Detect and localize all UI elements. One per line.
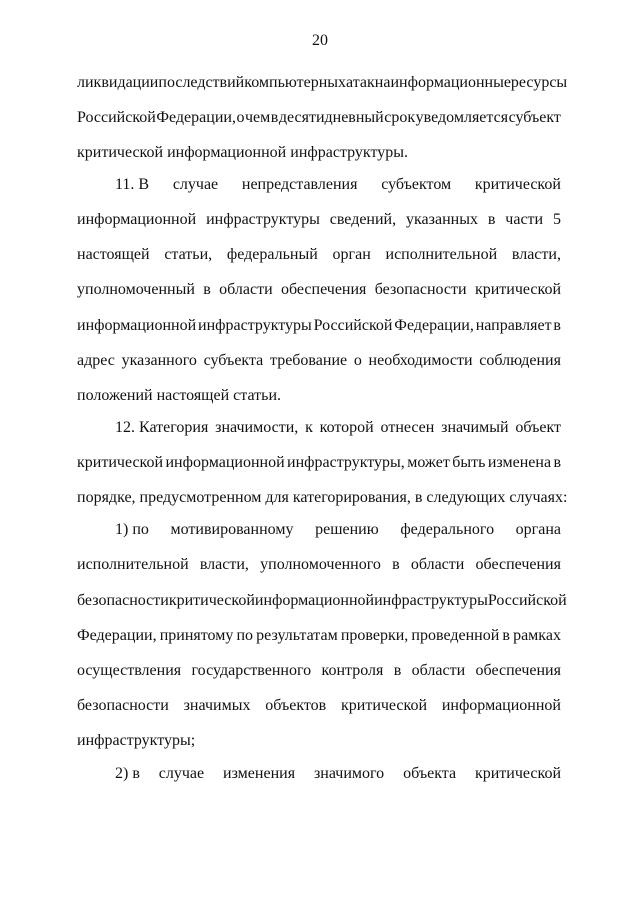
text-line xyxy=(115,519,561,541)
text-word: исполнительной xyxy=(77,556,189,573)
text-word: десятидневный xyxy=(278,109,384,126)
text-word: Федерации, xyxy=(394,317,474,334)
text-word: инфраструктуры xyxy=(206,211,320,228)
text-word: критической xyxy=(77,144,164,161)
text-word: инфраструктуры, xyxy=(287,454,405,471)
text-word: в xyxy=(270,109,279,126)
text-line xyxy=(77,72,568,94)
text-word: компьютерных xyxy=(244,74,347,91)
text-word: к xyxy=(305,419,313,436)
text-word: Федерации, xyxy=(77,627,157,644)
text-line xyxy=(77,452,561,474)
text-word: информационные xyxy=(390,74,511,91)
text-word: безопасности xyxy=(77,697,169,714)
text-word: указанных xyxy=(406,211,478,228)
text-word: области xyxy=(410,556,465,573)
text-word: орган xyxy=(332,246,371,263)
text-word: инфраструктуры. xyxy=(290,144,409,161)
text-line xyxy=(77,279,561,301)
text-word: настоящей xyxy=(156,387,230,404)
text-word: для xyxy=(265,489,289,506)
text-word: критической xyxy=(340,697,428,714)
text-word: мотивированному xyxy=(170,521,294,538)
text-word: субъектом xyxy=(381,176,452,193)
text-word: в xyxy=(203,281,211,298)
text-word: в xyxy=(553,454,561,471)
text-word: обеспечения xyxy=(280,281,367,298)
text-line xyxy=(77,554,561,576)
text-word: Российской xyxy=(77,109,156,126)
text-word: чем xyxy=(244,109,271,126)
text-word: инфраструктуры xyxy=(374,592,488,609)
text-word: значимый xyxy=(441,419,509,436)
text-word: статьи, xyxy=(164,246,213,263)
text-word: безопасности xyxy=(77,592,169,609)
text-word: случае xyxy=(172,176,219,193)
text-word: уполномоченный xyxy=(77,281,195,298)
text-word: субъекта xyxy=(203,352,264,369)
text-word: о xyxy=(353,352,362,369)
text-word: информационной xyxy=(165,454,285,471)
text-word: атак xyxy=(346,74,375,91)
text-word: в xyxy=(553,317,561,334)
text-word: по xyxy=(236,627,254,644)
text-word: в xyxy=(502,627,510,644)
text-word: решению xyxy=(315,521,379,538)
text-line xyxy=(77,695,561,717)
text-word: 1) по xyxy=(115,521,149,538)
text-word: статьи. xyxy=(233,387,281,404)
text-word: федеральный xyxy=(226,246,318,263)
text-line xyxy=(77,487,568,509)
text-word: следующих xyxy=(426,489,506,506)
text-word: изменена xyxy=(487,454,552,471)
text-word: субъект xyxy=(508,109,561,126)
text-word: в xyxy=(487,211,496,228)
text-word: требование xyxy=(270,352,348,369)
text-word: обеспечения xyxy=(475,556,561,573)
text-word: объектов xyxy=(265,697,327,714)
text-word: информационной xyxy=(77,317,197,334)
text-word: категорирования, xyxy=(292,489,411,506)
text-word: критической xyxy=(77,454,164,471)
text-word: критической xyxy=(474,176,561,193)
text-word: быть xyxy=(452,454,486,471)
text-word: информационной xyxy=(254,592,375,609)
text-word: уведомляется xyxy=(415,109,509,126)
text-word: области xyxy=(219,281,273,298)
text-line xyxy=(77,107,561,129)
text-word: власти, xyxy=(199,556,249,573)
text-line xyxy=(77,142,561,164)
text-word: ликвидации xyxy=(77,74,159,91)
text-word: настоящей xyxy=(77,246,150,263)
text-word: о xyxy=(236,109,245,126)
text-word: указанного xyxy=(121,352,197,369)
text-word: адрес xyxy=(77,352,115,369)
text-word: информационной xyxy=(77,211,197,228)
text-word: предусмотренном xyxy=(139,489,262,506)
text-word: может xyxy=(407,454,450,471)
text-word: критической xyxy=(474,765,561,782)
text-word: информационной xyxy=(441,697,561,714)
text-word: 11. В xyxy=(115,176,150,193)
text-line xyxy=(115,174,561,196)
text-word: осуществления xyxy=(77,662,182,679)
text-line xyxy=(77,244,561,266)
text-word: контроля xyxy=(321,662,384,679)
text-word: в xyxy=(393,662,402,679)
text-line xyxy=(77,350,561,372)
text-word: ресурсы xyxy=(510,74,568,91)
page-number: 20 xyxy=(312,32,328,49)
text-word: Российской xyxy=(313,317,393,334)
text-line xyxy=(115,763,561,785)
text-word: области xyxy=(411,662,466,679)
text-word: случаях: xyxy=(509,489,568,506)
text-word: положений xyxy=(77,387,153,404)
text-word: проведенной xyxy=(411,627,500,644)
text-line xyxy=(77,385,561,407)
text-word: значимости, xyxy=(215,419,299,436)
text-line xyxy=(77,209,561,231)
text-word: критической xyxy=(474,281,561,298)
text-word: направляет xyxy=(475,317,552,334)
text-word: критической xyxy=(168,592,255,609)
text-word: уполномоченного xyxy=(260,556,381,573)
text-word: инфраструктуры; xyxy=(77,732,196,749)
text-word: исполнительной xyxy=(385,246,498,263)
text-line xyxy=(115,417,561,439)
text-word: власти, xyxy=(511,246,561,263)
text-word: в xyxy=(414,489,423,506)
text-word: порядке, xyxy=(77,489,136,506)
text-line xyxy=(77,625,561,647)
text-word: объект xyxy=(515,419,561,436)
text-word: принятому xyxy=(159,627,234,644)
text-word: Федерации, xyxy=(156,109,236,126)
text-word: последствий xyxy=(158,74,245,91)
text-word: непредставления xyxy=(241,176,358,193)
text-word: соблюдения xyxy=(479,352,561,369)
text-word: инфраструктуры xyxy=(198,317,312,334)
text-word: случае xyxy=(158,765,205,782)
text-word: значимых xyxy=(183,697,251,714)
text-word: государственного xyxy=(191,662,312,679)
text-word: срок xyxy=(384,109,416,126)
text-word: необходимости xyxy=(368,352,473,369)
text-word: части xyxy=(505,211,544,228)
text-line xyxy=(77,660,561,682)
text-word: безопасности xyxy=(374,281,467,298)
text-word: значимого xyxy=(313,765,385,782)
text-word: результатам xyxy=(256,627,338,644)
text-word: информационной xyxy=(167,144,287,161)
text-word: объекта xyxy=(403,765,457,782)
text-line xyxy=(77,315,561,337)
text-word: на xyxy=(374,74,391,91)
text-word: которой xyxy=(319,419,374,436)
text-word: органа xyxy=(515,521,561,538)
text-word: изменения xyxy=(223,765,296,782)
text-line xyxy=(77,590,567,612)
text-word: 5 xyxy=(553,211,561,228)
text-word: проверки, xyxy=(340,627,409,644)
text-word: отнесен xyxy=(380,419,435,436)
text-word: в xyxy=(392,556,400,573)
text-word: сведений, xyxy=(329,211,397,228)
text-line xyxy=(77,730,561,752)
text-word: рамках xyxy=(513,627,561,644)
text-word: 12. Категория xyxy=(115,419,209,436)
text-word: обеспечения xyxy=(475,662,561,679)
text-word: Российской xyxy=(487,592,567,609)
text-word: 2) в xyxy=(115,765,140,782)
text-word: федерального xyxy=(400,521,495,538)
